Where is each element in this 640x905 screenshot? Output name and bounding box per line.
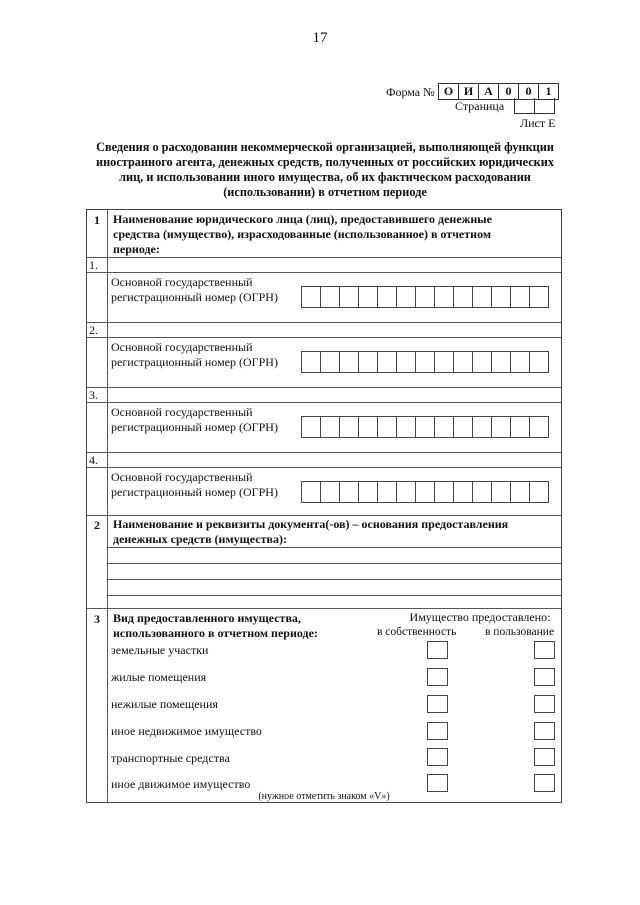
entry-3-index: 3.	[89, 388, 98, 402]
form-number-label: Форма №	[386, 85, 435, 99]
item-movable-label: иное движимое имущество	[111, 777, 251, 791]
ogrn-cell[interactable]	[301, 416, 320, 438]
item-nonresidential-own-checkbox[interactable]	[427, 695, 448, 713]
ogrn-cell[interactable]	[453, 351, 472, 373]
item-land-own-checkbox[interactable]	[427, 641, 448, 659]
entry-3-name-field[interactable]	[113, 389, 553, 401]
sheet-label: Лист Е	[520, 116, 556, 130]
section-2-line-1[interactable]	[113, 549, 553, 562]
ogrn-cell[interactable]	[491, 481, 510, 503]
ogrn-cell[interactable]	[301, 351, 320, 373]
item-nonresidential-use-checkbox[interactable]	[534, 695, 555, 713]
entry-4-index: 4.	[89, 453, 98, 467]
entry-4-ogrn-label: Основной государственный регистрационный номер (ОГРН)	[111, 470, 278, 499]
ogrn-cell[interactable]	[320, 416, 339, 438]
ogrn-cell[interactable]	[320, 286, 339, 308]
ogrn-cell[interactable]	[396, 286, 415, 308]
ogrn-cell[interactable]	[453, 286, 472, 308]
page-number-field[interactable]	[514, 98, 555, 114]
section-2-line-4[interactable]	[113, 597, 553, 607]
section-2-heading: Наименование и реквизиты документа(-ов) – основания предоставления денежных средств (имущества):	[113, 517, 509, 546]
entry-2-ogrn-label: Основной государственный регистрационный номер (ОГРН)	[111, 340, 278, 369]
item-land-label: земельные участки	[111, 643, 209, 657]
document-title: Сведения о расходовании некоммерческой организацией, выполняющей функции иностранного агента, денежных средств, полученных от российских юридических лиц, и использовании иного имущества, об их фактическом расходовании (использовании) в отчетном периоде	[96, 140, 554, 199]
number-column-divider	[107, 210, 108, 802]
ogrn-cell[interactable]	[529, 286, 549, 308]
section-2-number: 2	[94, 518, 100, 532]
section-2-line-3[interactable]	[113, 581, 553, 594]
divider	[87, 387, 561, 388]
ogrn-cell[interactable]	[358, 286, 377, 308]
ogrn-cell[interactable]	[453, 481, 472, 503]
page-label: Страница	[455, 99, 505, 113]
ogrn-cell[interactable]	[434, 481, 453, 503]
item-land-use-checkbox[interactable]	[534, 641, 555, 659]
ogrn-cell[interactable]	[472, 481, 491, 503]
ogrn-cell[interactable]	[510, 416, 529, 438]
item-other-realty-use-checkbox[interactable]	[534, 722, 555, 740]
ogrn-cell[interactable]	[339, 481, 358, 503]
section-1-heading: Наименование юридического лица (лиц), предоставившего денежные средства (имущество), израсходованные (использованное) в отчетном периоде:	[113, 212, 492, 256]
checkbox-instruction-note: (нужное отметить знаком «V»)	[258, 791, 390, 802]
item-residential-own-checkbox[interactable]	[427, 668, 448, 686]
ogrn-cell[interactable]	[472, 351, 491, 373]
ogrn-cell[interactable]	[415, 481, 434, 503]
divider	[87, 515, 561, 516]
ogrn-cell[interactable]	[358, 351, 377, 373]
ogrn-cell[interactable]	[529, 416, 549, 438]
item-residential-label: жилые помещения	[111, 670, 207, 684]
ogrn-cell[interactable]	[472, 416, 491, 438]
column-own-header: в собственность	[377, 626, 457, 638]
item-vehicles-own-checkbox[interactable]	[427, 748, 448, 766]
divider	[87, 257, 561, 258]
column-use-header: в пользование	[485, 626, 555, 638]
item-vehicles-label: транспортные средства	[111, 751, 230, 765]
section-1-number: 1	[94, 213, 100, 227]
ogrn-cell[interactable]	[415, 286, 434, 308]
ogrn-cell[interactable]	[529, 481, 549, 503]
ogrn-cell[interactable]	[491, 416, 510, 438]
entry-1-index: 1.	[89, 258, 98, 272]
divider	[87, 467, 561, 468]
entry-1-name-field[interactable]	[113, 259, 553, 271]
form-code-cell: 0	[498, 83, 518, 100]
ogrn-cell[interactable]	[339, 286, 358, 308]
ogrn-cell[interactable]	[358, 416, 377, 438]
entry-2-index: 2.	[89, 323, 98, 337]
divider	[87, 337, 561, 338]
form-code-cell: 1	[538, 83, 559, 100]
ogrn-cell[interactable]	[377, 481, 396, 503]
ogrn-cell[interactable]	[396, 351, 415, 373]
ogrn-cell[interactable]	[415, 416, 434, 438]
entry-2-ogrn-input[interactable]	[301, 351, 549, 373]
ogrn-cell[interactable]	[472, 286, 491, 308]
divider	[107, 595, 561, 596]
entry-1-ogrn-label: Основной государственный регистрационный номер (ОГРН)	[111, 275, 278, 304]
ogrn-cell[interactable]	[339, 416, 358, 438]
ogrn-cell[interactable]	[396, 416, 415, 438]
page-number-cell[interactable]	[514, 98, 534, 114]
ogrn-cell[interactable]	[510, 351, 529, 373]
ogrn-cell[interactable]	[434, 416, 453, 438]
form-code-cell: 0	[518, 83, 538, 100]
ogrn-cell[interactable]	[377, 416, 396, 438]
entry-3-ogrn-label: Основной государственный регистрационный номер (ОГРН)	[111, 405, 278, 434]
ogrn-cell[interactable]	[434, 286, 453, 308]
ogrn-cell[interactable]	[301, 481, 320, 503]
ogrn-cell[interactable]	[491, 286, 510, 308]
item-movable-own-checkbox[interactable]	[427, 774, 448, 792]
entry-2-name-field[interactable]	[113, 324, 553, 336]
section-3-number: 3	[94, 612, 100, 626]
divider	[87, 322, 561, 323]
ogrn-cell[interactable]	[510, 286, 529, 308]
divider	[107, 547, 561, 548]
ogrn-cell[interactable]	[358, 481, 377, 503]
entry-1-ogrn-input[interactable]	[301, 286, 549, 308]
entry-4-name-field[interactable]	[113, 454, 553, 466]
form-code-cell: А	[478, 83, 498, 100]
ogrn-cell[interactable]	[415, 351, 434, 373]
divider	[87, 608, 561, 609]
divider	[87, 452, 561, 453]
divider	[87, 272, 561, 273]
ogrn-cell[interactable]	[529, 351, 549, 373]
ogrn-cell[interactable]	[377, 286, 396, 308]
ogrn-cell[interactable]	[453, 416, 472, 438]
item-other-realty-label: иное недвижимое имущество	[111, 724, 262, 738]
divider	[87, 402, 561, 403]
ogrn-cell[interactable]	[510, 481, 529, 503]
item-movable-use-checkbox[interactable]	[534, 774, 555, 792]
ogrn-cell[interactable]	[434, 351, 453, 373]
ogrn-cell[interactable]	[396, 481, 415, 503]
item-vehicles-use-checkbox[interactable]	[534, 748, 555, 766]
ogrn-cell[interactable]	[301, 286, 320, 308]
form-table	[86, 209, 562, 803]
ogrn-cell[interactable]	[320, 481, 339, 503]
entry-4-ogrn-input[interactable]	[301, 481, 549, 503]
divider	[107, 579, 561, 580]
section-3-column-group: Имущество предоставлено:	[409, 610, 551, 624]
ogrn-cell[interactable]	[339, 351, 358, 373]
ogrn-cell[interactable]	[491, 351, 510, 373]
form-code-cell: И	[458, 83, 478, 100]
page-number: 17	[312, 30, 328, 46]
section-2-line-2[interactable]	[113, 565, 553, 578]
section-3-heading: Вид предоставленного имущества, использованного в отчетном периоде:	[113, 611, 318, 640]
ogrn-cell[interactable]	[320, 351, 339, 373]
entry-3-ogrn-input[interactable]	[301, 416, 549, 438]
page-number-cell[interactable]	[534, 98, 555, 114]
ogrn-cell[interactable]	[377, 351, 396, 373]
item-other-realty-own-checkbox[interactable]	[427, 722, 448, 740]
item-residential-use-checkbox[interactable]	[534, 668, 555, 686]
divider	[107, 563, 561, 564]
item-nonresidential-label: нежилые помещения	[111, 697, 218, 711]
form-code-cell: О	[438, 83, 458, 100]
